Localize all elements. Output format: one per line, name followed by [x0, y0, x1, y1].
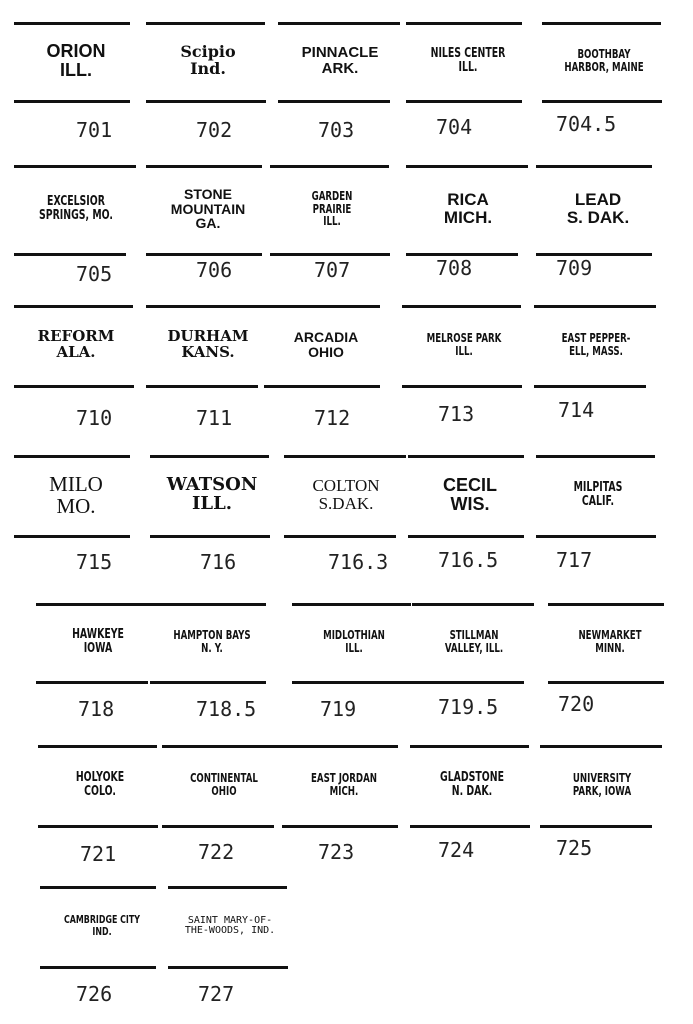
- stamp-entry: [284, 455, 408, 576]
- stamp-rule-top: [146, 165, 262, 168]
- stamp-rule-bottom: [14, 253, 126, 256]
- catalog-number: 709: [556, 256, 593, 280]
- stamp-rule-bottom: [534, 385, 646, 388]
- stamp-text-line: COLTON: [312, 476, 380, 496]
- stamp-entry: [150, 603, 274, 723]
- stamp-entry: [146, 22, 270, 144]
- postmark-stamp: [423, 28, 512, 94]
- catalog-number: 701: [76, 118, 113, 142]
- stamp-text-line: STILLMAN: [449, 628, 499, 643]
- stamp-rule-top: [146, 305, 268, 308]
- stamp-entry: [14, 455, 138, 576]
- stamp-text-line: ILL.: [458, 60, 478, 75]
- stamp-rule-bottom: [146, 100, 266, 103]
- stamp-rule-bottom: [146, 385, 258, 388]
- stamp-text-line: Ind.: [190, 59, 226, 78]
- catalog-number: 705: [76, 262, 113, 286]
- stamp-rule-bottom: [536, 535, 656, 538]
- stamp-text-line: HOLYOKE: [75, 770, 125, 786]
- stamp-rule-top: [38, 745, 157, 748]
- stamp-entry: [14, 305, 138, 432]
- stamp-text-line: GA.: [195, 215, 221, 232]
- stamp-text-line: ILL.: [455, 344, 473, 358]
- stamp-rule-top: [36, 603, 158, 606]
- stamp-text-line: N. Y.: [201, 641, 223, 655]
- stamp-entry: [548, 603, 672, 718]
- stamp-text-line: WIS.: [450, 494, 490, 514]
- stamp-text-line: ELL, MASS.: [569, 344, 623, 358]
- stamp-rule-top: [412, 603, 534, 606]
- postmark-stamp: [406, 171, 530, 247]
- stamp-text-line: HAMPTON BAYS: [173, 628, 251, 643]
- stamp-text-line: Scipio: [180, 42, 236, 62]
- stamp-text-line: S.DAK.: [318, 494, 374, 513]
- stamp-rule-bottom: [408, 535, 524, 538]
- catalog-number: 711: [196, 406, 233, 430]
- catalog-number: 707: [314, 258, 351, 282]
- postmark-stamp: [14, 311, 138, 379]
- stamp-entry: [162, 745, 286, 866]
- postmark-stamp: [31, 171, 120, 247]
- stamp-text-line: MILO: [49, 471, 103, 496]
- stamp-entry: [292, 603, 416, 723]
- stamp-entry: [412, 603, 536, 721]
- catalog-number: 716: [200, 550, 237, 574]
- stamp-text-line: ILL.: [345, 641, 363, 655]
- stamp-text-line: HARBOR, MAINE: [564, 60, 644, 74]
- stamp-entry: [270, 165, 394, 284]
- stamp-rule-bottom: [402, 385, 522, 388]
- stamp-rule-top: [146, 22, 265, 25]
- stamp-text-line: CECIL: [443, 475, 497, 496]
- stamp-rule-bottom: [150, 681, 266, 684]
- catalog-number: 716.5: [438, 548, 499, 572]
- postmark-stamp: [179, 751, 268, 819]
- stamp-rule-bottom: [536, 253, 652, 256]
- stamp-rule-bottom: [14, 100, 130, 103]
- stamp-text-line: CONTINENTAL: [190, 771, 258, 786]
- stamp-text-line: EAST JORDAN: [310, 771, 378, 786]
- stamp-rule-top: [150, 603, 266, 606]
- catalog-number: 715: [76, 550, 113, 574]
- stamp-rule-top: [278, 22, 400, 25]
- stamp-text-line: SPRINGS, MO.: [38, 208, 113, 223]
- catalog-number: 725: [556, 836, 593, 860]
- catalog-number: 727: [198, 982, 235, 1006]
- stamp-entry: [406, 22, 530, 141]
- catalog-number: 719.5: [438, 695, 499, 719]
- postmark-stamp: [551, 311, 640, 379]
- stamp-entry: [168, 886, 292, 1008]
- stamp-text-line: EXCELSIOR: [47, 194, 105, 210]
- stamp-text-line: GLADSTONE: [440, 770, 504, 786]
- postmark-stamp: [284, 461, 408, 529]
- stamp-rule-top: [534, 305, 656, 308]
- postmark-stamp: [14, 461, 138, 529]
- stamp-rule-top: [540, 745, 662, 748]
- stamp-text-line: STONE: [184, 185, 232, 202]
- stamp-text-line: OHIO: [308, 344, 344, 360]
- stamp-rule-top: [162, 745, 284, 748]
- catalog-number: 721: [80, 842, 117, 866]
- stamp-rule-bottom: [264, 385, 380, 388]
- stamp-rule-bottom: [412, 681, 524, 684]
- stamp-entry: [14, 22, 138, 144]
- catalog-number: 724: [438, 838, 475, 862]
- stamp-text-line: ALA.: [56, 343, 96, 361]
- stamp-entry: [540, 745, 664, 862]
- postmark-stamp: [146, 311, 270, 379]
- catalog-number: 718.5: [196, 697, 257, 721]
- stamp-rule-top: [14, 455, 130, 458]
- postmark-stamp: [559, 28, 648, 94]
- stamp-rule-bottom: [270, 253, 390, 256]
- stamp-text-line: ARK.: [321, 60, 359, 77]
- catalog-number: 714: [558, 398, 595, 422]
- stamp-text-line: OHIO: [211, 784, 237, 798]
- stamp-text-line: IOWA: [83, 641, 113, 656]
- stamp-entry: [282, 745, 406, 866]
- stamp-entry: [536, 455, 660, 574]
- stamp-rule-bottom: [162, 825, 274, 828]
- stamp-text-line: ILL.: [192, 493, 232, 514]
- postmark-stamp: [278, 28, 402, 94]
- stamp-rule-bottom: [146, 253, 262, 256]
- postmark-stamp: [14, 28, 138, 94]
- catalog-number: 710: [76, 406, 113, 430]
- stamp-text-line: HAWKEYE: [72, 627, 124, 643]
- stamp-rule-top: [150, 455, 269, 458]
- stamp-entry: [534, 305, 658, 424]
- catalog-number: 702: [196, 118, 233, 142]
- catalog-number: 717: [556, 548, 593, 572]
- catalog-number: 716.3: [328, 550, 389, 574]
- catalog-number: 712: [314, 406, 351, 430]
- stamp-text-line: RICA: [447, 190, 489, 210]
- stamp-text-line: GARDEN: [311, 189, 353, 204]
- stamp-rule-top: [548, 603, 664, 606]
- stamp-rule-top: [406, 22, 522, 25]
- stamp-rule-bottom: [542, 100, 662, 103]
- postmark-stamp: [309, 609, 398, 675]
- stamp-text-line: PARK, IOWA: [572, 784, 632, 798]
- postmark-stamp: [553, 461, 642, 529]
- stamp-entry: [36, 603, 160, 723]
- stamp-rule-top: [536, 455, 655, 458]
- stamp-entry: [542, 22, 666, 138]
- stamp-rule-top: [292, 603, 411, 606]
- postmark-stamp: [419, 311, 508, 379]
- stamp-rule-top: [406, 165, 528, 168]
- stamp-text-line: MICH.: [329, 784, 359, 798]
- stamp-text-line: ILL.: [60, 60, 92, 80]
- catalog-number: 720: [558, 692, 595, 716]
- stamp-text-line: N. DAK.: [451, 784, 493, 799]
- stamp-text-line: KANS.: [181, 343, 235, 361]
- stamp-rule-bottom: [38, 825, 158, 828]
- stamp-text-line: CALIF.: [581, 494, 615, 509]
- postmark-stamp: [427, 751, 516, 819]
- stamp-entry: [14, 165, 138, 288]
- stamp-text-line: DURHAM: [167, 327, 249, 346]
- catalog-number: 703: [318, 118, 355, 142]
- stamp-text-line: LEAD: [574, 190, 622, 210]
- stamp-rule-top: [14, 305, 133, 308]
- stamp-entry: [408, 455, 532, 574]
- stamp-text-line: REFORM: [37, 327, 115, 346]
- stamp-text-line: MILPITAS: [573, 480, 623, 496]
- stamp-rule-bottom: [292, 681, 412, 684]
- stamp-rule-bottom: [548, 681, 664, 684]
- stamp-rule-top: [410, 745, 529, 748]
- stamp-text-line: NILES CENTER: [430, 46, 506, 62]
- stamp-text-line: BOOTHBAY: [577, 47, 631, 62]
- stamp-text-line: S. DAK.: [566, 208, 630, 227]
- postmark-stamp: [429, 609, 518, 675]
- catalog-number: 704.5: [556, 112, 617, 136]
- stamp-rule-top: [14, 165, 136, 168]
- stamp-text-line: MOUNTAIN: [170, 200, 246, 217]
- catalog-number: 719: [320, 697, 357, 721]
- postmark-stamp: [287, 171, 376, 247]
- stamp-rule-top: [270, 165, 389, 168]
- stamp-rule-top: [282, 745, 398, 748]
- stamp-entry: [402, 305, 526, 428]
- postmark-stamp: [167, 609, 256, 675]
- stamp-rule-bottom: [410, 825, 530, 828]
- stamp-text-line: ORION: [46, 41, 106, 62]
- stamp-entry: [406, 165, 530, 282]
- catalog-number: 726: [76, 982, 113, 1006]
- stamp-rule-bottom: [284, 535, 396, 538]
- postmark-stamp: [264, 311, 388, 379]
- stamp-rule-bottom: [406, 100, 522, 103]
- stamp-rule-top: [536, 165, 652, 168]
- stamp-rule-bottom: [40, 966, 156, 969]
- stamp-rule-bottom: [150, 535, 270, 538]
- stamp-text-line: PINNACLE: [301, 44, 379, 62]
- stamp-text-line: MIDLOTHIAN: [323, 628, 385, 643]
- stamp-text-line: PRAIRIE: [312, 201, 352, 216]
- stamp-entry: [536, 165, 660, 282]
- stamp-text-line: SAINT MARY-OF-: [187, 914, 273, 926]
- stamp-entry: [146, 165, 270, 284]
- postmark-stamp: [299, 751, 388, 819]
- stamp-entry: [38, 745, 162, 868]
- postmark-stamp: [55, 751, 144, 819]
- stamp-rule-bottom: [168, 966, 288, 969]
- stamp-text-line: THE-WOODS, IND.: [184, 925, 276, 936]
- stamp-text-line: UNIVERSITY: [572, 771, 632, 786]
- stamp-rule-bottom: [36, 681, 148, 684]
- stamp-text-line: MO.: [56, 494, 96, 518]
- stamp-text-line: ARCADIA: [293, 329, 359, 346]
- stamp-rule-top: [14, 22, 130, 25]
- stamp-text-line: VALLEY, ILL.: [444, 641, 504, 655]
- postmark-stamp: [150, 461, 274, 529]
- postmark-stamp: [168, 892, 292, 960]
- catalog-number: 718: [78, 697, 115, 721]
- catalog-number: 713: [438, 402, 475, 426]
- stamp-text-line: COLO.: [84, 784, 116, 799]
- catalog-number: 708: [436, 256, 473, 280]
- stamp-rule-top: [542, 22, 661, 25]
- stamp-rule-top: [402, 305, 521, 308]
- postmark-stamp: [536, 171, 660, 247]
- stamp-rule-top: [40, 886, 156, 889]
- stamp-entry: [146, 305, 270, 432]
- stamp-text-line: NEWMARKET: [578, 628, 642, 643]
- postmark-stamp: [408, 461, 532, 529]
- postmark-stamp: [57, 892, 146, 960]
- catalog-number: 722: [198, 840, 235, 864]
- stamp-entry: [264, 305, 388, 432]
- stamp-text-line: MINN.: [595, 641, 625, 655]
- postmark-stamp: [557, 751, 646, 819]
- stamp-rule-bottom: [540, 825, 652, 828]
- catalog-number: 706: [196, 258, 233, 282]
- stamp-text-line: ILL.: [323, 214, 341, 229]
- stamp-entry: [410, 745, 534, 864]
- stamp-entry: [40, 886, 164, 1008]
- postmark-stamp: [146, 28, 270, 94]
- stamp-entry: [278, 22, 402, 144]
- stamp-rule-bottom: [282, 825, 398, 828]
- postmark-stamp: [53, 609, 142, 675]
- stamp-rule-bottom: [278, 100, 390, 103]
- stamp-text-line: IND.: [92, 925, 112, 938]
- stamp-text-line: WATSON: [166, 474, 258, 496]
- catalog-number: 723: [318, 840, 355, 864]
- stamp-rule-top: [284, 455, 406, 458]
- stamp-rule-top: [264, 305, 380, 308]
- stamp-rule-top: [408, 455, 524, 458]
- stamp-text-line: MICH.: [443, 208, 493, 227]
- stamp-text-line: CAMBRIDGE CITY: [63, 913, 141, 927]
- catalog-number: 704: [436, 115, 473, 139]
- stamp-rule-bottom: [14, 385, 134, 388]
- stamp-text-line: EAST PEPPER-: [561, 331, 631, 346]
- stamp-entry: [150, 455, 274, 576]
- postmark-stamp: [146, 171, 270, 247]
- stamp-rule-top: [168, 886, 287, 889]
- stamp-rule-bottom: [14, 535, 130, 538]
- stamp-text-line: MELROSE PARK: [426, 331, 502, 346]
- postmark-stamp: [565, 609, 654, 675]
